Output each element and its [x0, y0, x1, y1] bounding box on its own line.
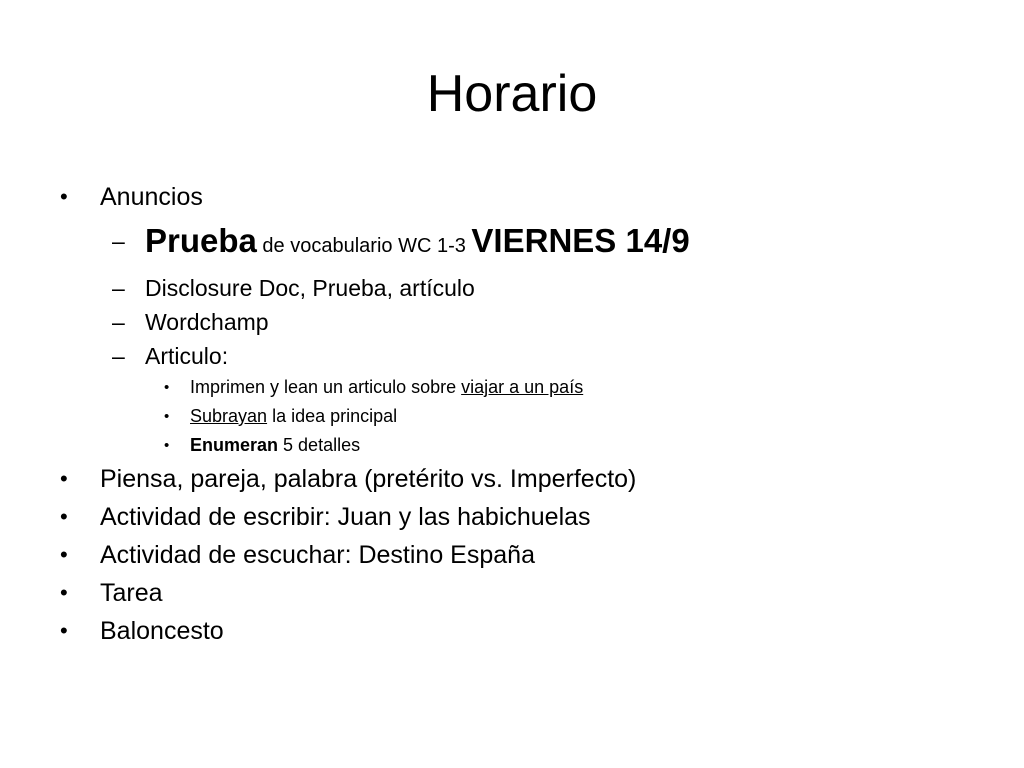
dash-icon: –: [112, 343, 125, 369]
bullet-dot-icon: •: [60, 504, 68, 529]
bullet-escribir: [60, 498, 980, 536]
bullet-text: Actividad de escribir: Juan y las habichuelas: [100, 503, 591, 531]
prueba-date: VIERNES 14/9: [471, 222, 690, 259]
sub-sub-bullet-underline: [60, 402, 980, 431]
bullet-piensa: [60, 460, 980, 498]
underline-rest-text: la idea principal: [267, 406, 398, 426]
bullet-escuchar: [60, 536, 980, 574]
bullet-baloncesto: [60, 612, 980, 650]
sub-bullet-text: Disclosure Doc, Prueba, artículo: [145, 275, 475, 301]
sub-sub-bullet-enumerate: [60, 431, 980, 460]
bullet-dot-icon: •: [60, 580, 68, 605]
bullet-text: Piensa, pareja, palabra (pretérito vs. Imperfecto): [100, 465, 637, 493]
bullet-tarea: [60, 574, 980, 612]
subrayan-text: Subrayan: [190, 406, 268, 426]
bullet-dot-icon: •: [60, 542, 68, 567]
bullet-anuncios: [60, 178, 980, 216]
bullet-text: Baloncesto: [100, 617, 224, 645]
print-link-text: viajar a un país: [461, 377, 584, 397]
bullet-dot-icon: •: [60, 466, 68, 491]
enumerate-rest-text: 5 detalles: [278, 435, 361, 455]
bullet-text: Anuncios: [100, 183, 203, 211]
dash-icon: –: [112, 275, 125, 301]
prueba-word: Prueba: [145, 222, 257, 259]
sub-bullet-text: Wordchamp: [145, 309, 269, 335]
dash-icon: –: [112, 309, 125, 335]
print-text: Imprimen y lean un articulo sobre: [190, 377, 462, 397]
slide-title: Horario: [426, 65, 598, 123]
bullet-dot-icon: •: [164, 408, 170, 425]
sub-bullet-articulo: [60, 339, 980, 373]
dash-icon: –: [112, 228, 125, 254]
bullet-text: Actividad de escuchar: Destino España: [100, 541, 535, 569]
sub-bullet-prueba: [60, 216, 980, 271]
bullet-text: Tarea: [100, 579, 163, 607]
sub-sub-bullet-print: [60, 373, 980, 402]
prueba-middle-text: de vocabulario WC 1-3: [256, 235, 472, 257]
slide-content: [60, 178, 980, 650]
bullet-dot-icon: •: [60, 184, 68, 209]
enumeran-text: Enumeran: [190, 435, 279, 455]
bullet-dot-icon: •: [164, 379, 170, 396]
sub-bullet-disclosure: [60, 271, 980, 305]
bullet-dot-icon: •: [60, 618, 68, 643]
sub-bullet-text: Articulo:: [145, 343, 229, 369]
sub-bullet-wordchamp: [60, 305, 980, 339]
bullet-dot-icon: •: [164, 437, 170, 454]
